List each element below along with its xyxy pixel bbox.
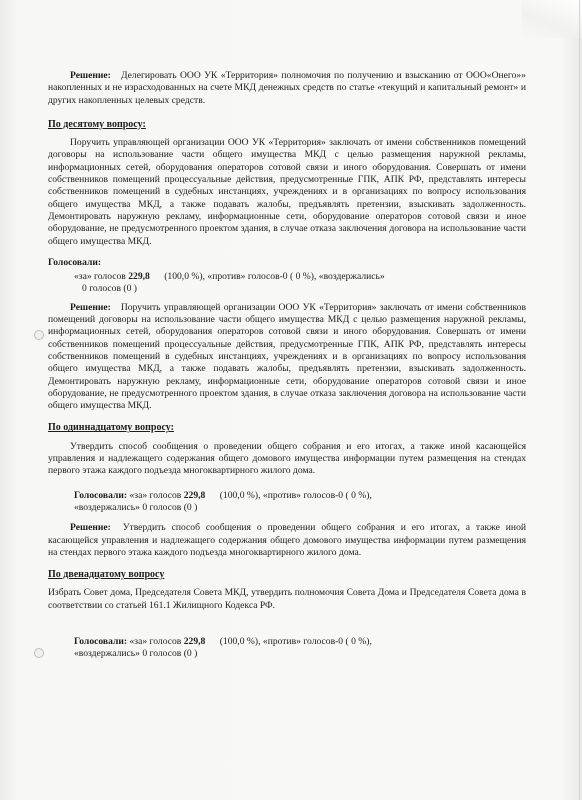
question-12-vote-line xyxy=(48,636,526,648)
vote-for-label: «за» голосов xyxy=(129,489,182,501)
question-10-heading: По десятому вопросу: xyxy=(48,118,146,130)
question-11-vote-label: Голосовали: xyxy=(74,489,128,501)
vote-for-count: 229,8 xyxy=(183,489,206,501)
vote-for-count: 229,8 xyxy=(183,635,206,647)
question-11-vote-line xyxy=(48,490,526,502)
question-12-abstain-line: «воздержались» 0 голосов (0 ) xyxy=(74,648,198,660)
page-corner-fold xyxy=(522,0,582,38)
question-11-heading: По одиннадцатому вопросу: xyxy=(48,422,174,434)
decision-label: Решение: xyxy=(70,301,111,313)
question-12-heading: По двенадцатому вопросу xyxy=(48,569,165,581)
vote-against: «против» голосов-0 ( 0 %), xyxy=(262,635,372,647)
vote-abstain-label: «воздержались» xyxy=(318,271,385,283)
vote-for-percent: (100,0 %), xyxy=(219,489,261,501)
decision-label: Решение: xyxy=(70,522,111,534)
question-11-abstain-line: «воздержались» 0 голосов (0 ) xyxy=(74,501,198,513)
question-11-decision xyxy=(48,522,526,559)
question-10-vote-label: Голосовали: xyxy=(48,256,102,268)
question-11-proposal: Утвердить способ сообщения о проведении общего собрания и его итогах, а также иной касающейся управления и надлежащего содержания общего домового имущества информации путем размещения на стендах первого этажа каждого подъезда многоквартирного жилого дома. xyxy=(48,440,526,477)
decision-label: Решение: xyxy=(70,70,111,81)
question-12-proposal: Избрать Совет дома, Председателя Совета МКД, утвердить полномочия Совета Дома и Председателя Совета дома в соответствии со статьей 161.1 Жилищного Кодекса РФ. xyxy=(48,587,526,611)
vote-for-label: «за» голосов xyxy=(74,271,126,283)
decision-text: Утвердить способ сообщения о проведении общего собрания и его итогах, а также иной касающейся управления и надлежащего содержания общего домового имущества информации путем размещения на стендах первого этажа каждого подъезда многоквартирного жилого дома. xyxy=(48,522,526,558)
vote-for-percent: (100,0 %), xyxy=(164,271,205,283)
vote-against: «против» голосов-0 ( 0 %), xyxy=(207,271,317,283)
question-10-abstain-line: 0 голосов (0 ) xyxy=(82,283,137,295)
document-body xyxy=(48,70,526,661)
question-12-vote-label: Голосовали: xyxy=(74,635,128,647)
page-edge xyxy=(579,0,580,800)
question-10-decision xyxy=(48,302,526,413)
question-10-vote-line xyxy=(48,271,526,283)
vote-for-percent: (100,0 %), xyxy=(219,635,261,647)
vote-for-label: «за» голосов xyxy=(129,635,182,647)
vote-against: «против» голосов-0 ( 0 %), xyxy=(262,489,372,501)
decision-text: Поручить управляющей организации ООО УК «Территория» заключать от имени собственников помещений договоры на использование части общего имущества МКД с целью размещения наружной рекламы, информационных сетей, оборудования операторов сотовой связи и иного оборудования. Совершать от имени собственников помещений процессуальные действия, предусмотренные ГПК, АПК РФ, представлять интересы собственников помещений в судебных инстанциях, учреждениях и в организациях по вопросу использования общего имущества МКД, а также подавать жалобы, предъявлять претензии, взыскивать задолженность. Демонтировать наружную рекламу, информационные сети, оборудование операторов сотовой связи и иное оборудование, не предусмотренного проектом здания, в случае отказа заключения договора на использование части общего имущества МКД. xyxy=(48,301,526,412)
decision-paragraph xyxy=(48,70,526,107)
decision-text: Делегировать ООО УК «Территория» полномочия по получению и взысканию от ООО«Онего»» накопленных и не израсходованных на счете МКД денежных средств по статье «текущий и капитальный ремонт» и других накопленных целевых средств. xyxy=(48,70,526,106)
punch-hole-mark xyxy=(34,330,44,340)
question-10-proposal: Поручить управляющей организации ООО УК «Территория» заключать от имени собственников помещений договоры на использование части общего имущества МКД с целью размещения наружной рекламы, информационных сетей, оборудования операторов сотовой связи и иного оборудования. Совершать от имени собственников помещений процессуальные действия, предусмотренные ГПК, АПК РФ, представлять интересы собственников помещений в судебных инстанциях, учреждениях и в организациях по вопросу использования общего имущества МКД, а также подавать жалобы, предъявлять претензии, взыскивать задолженность. Демонтировать наружную рекламу, информационные сети, оборудование операторов сотовой связи и иное оборудование, не предусмотренного проектом здания, в случае отказа заключения договора на использование части общего имущества МКД. xyxy=(48,137,526,247)
punch-hole-mark xyxy=(34,648,44,658)
vote-for-count: 229,8 xyxy=(128,271,150,283)
